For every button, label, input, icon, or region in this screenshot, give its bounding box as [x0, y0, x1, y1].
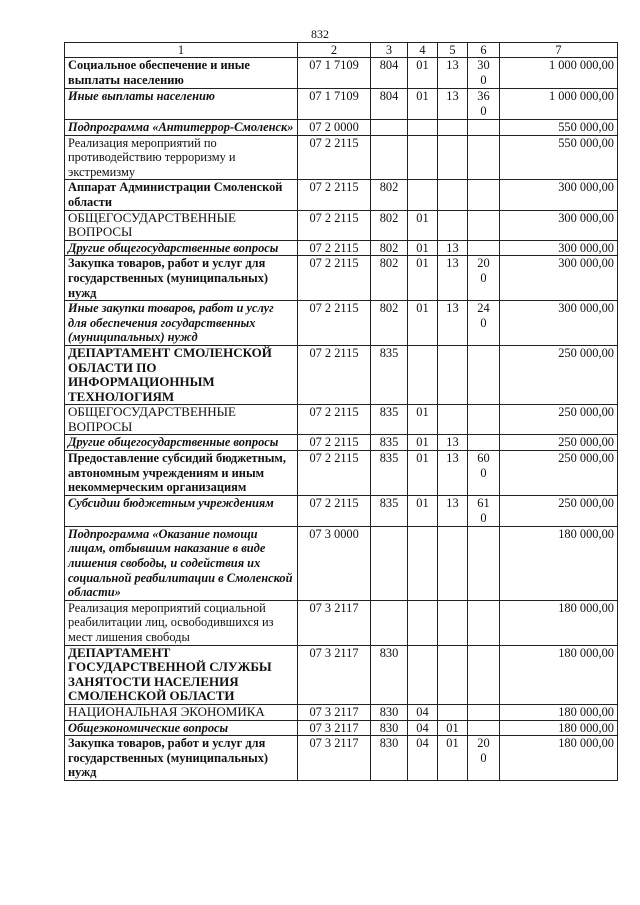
expense-type-code: 300 — [477, 58, 490, 87]
header-col-3: 3 — [371, 43, 408, 58]
row-section: 04 — [408, 736, 438, 781]
row-subsection — [438, 345, 468, 404]
row-ministry-code: 835 — [371, 345, 408, 404]
row-target-article: 07 2 2115 — [298, 435, 371, 451]
budget-table — [64, 42, 618, 781]
table-row — [65, 58, 618, 89]
row-section — [408, 645, 438, 704]
row-name: Аппарат Администрации Смоленской области — [65, 180, 298, 210]
row-section — [408, 600, 438, 645]
row-subsection: 13 — [438, 451, 468, 496]
row-target-article: 07 2 2115 — [298, 210, 371, 240]
row-target-article: 07 3 2117 — [298, 600, 371, 645]
row-ministry-code — [371, 120, 408, 136]
row-section — [408, 180, 438, 210]
row-expense-type — [468, 736, 500, 781]
row-section: 01 — [408, 495, 438, 526]
row-section: 01 — [408, 405, 438, 435]
row-ministry-code: 802 — [371, 301, 408, 346]
table-row — [65, 495, 618, 526]
row-name: Социальное обеспечение и иные выплаты населению — [65, 58, 298, 89]
header-col-7: 7 — [500, 43, 618, 58]
row-ministry-code: 802 — [371, 180, 408, 210]
row-name: ДЕПАРТАМЕНТ СМОЛЕНСКОЙ ОБЛАСТИ ПО ИНФОРМАЦИОННЫМ ТЕХНОЛОГИЯМ — [65, 345, 298, 404]
table-row — [65, 405, 618, 435]
row-amount: 250 000,00 — [500, 495, 618, 526]
row-target-article: 07 3 2117 — [298, 645, 371, 704]
row-subsection: 13 — [438, 89, 468, 120]
row-subsection — [438, 120, 468, 136]
row-name: Другие общегосударственные вопросы — [65, 240, 298, 256]
table-row — [65, 736, 618, 781]
row-section: 01 — [408, 301, 438, 346]
row-ministry-code: 835 — [371, 405, 408, 435]
row-subsection — [438, 405, 468, 435]
row-target-article: 07 1 7109 — [298, 58, 371, 89]
row-name: Закупка товаров, работ и услуг для государственных (муниципальных) нужд — [65, 736, 298, 781]
table-row — [65, 345, 618, 404]
row-target-article: 07 2 2115 — [298, 301, 371, 346]
row-target-article: 07 2 2115 — [298, 135, 371, 180]
table-body — [65, 58, 618, 781]
row-name: Подпрограмма «Оказание помощи лицам, отбывшим наказание в виде лишения свободы, и содействия их социальной реабилитации в Смоленской области» — [65, 526, 298, 600]
row-amount: 250 000,00 — [500, 435, 618, 451]
row-target-article: 07 2 2115 — [298, 240, 371, 256]
row-subsection — [438, 600, 468, 645]
row-expense-type — [468, 405, 500, 435]
row-name: Иные выплаты населению — [65, 89, 298, 120]
row-section — [408, 120, 438, 136]
row-target-article: 07 2 2115 — [298, 256, 371, 301]
header-col-5: 5 — [438, 43, 468, 58]
row-target-article: 07 3 2117 — [298, 704, 371, 720]
row-ministry-code: 802 — [371, 256, 408, 301]
row-target-article: 07 3 0000 — [298, 526, 371, 600]
row-ministry-code — [371, 526, 408, 600]
table-row — [65, 180, 618, 210]
row-amount: 250 000,00 — [500, 451, 618, 496]
row-name: ДЕПАРТАМЕНТ ГОСУДАРСТВЕННОЙ СЛУЖБЫ ЗАНЯТОСТИ НАСЕЛЕНИЯ СМОЛЕНСКОЙ ОБЛАСТИ — [65, 645, 298, 704]
row-ministry-code: 835 — [371, 495, 408, 526]
row-subsection: 13 — [438, 256, 468, 301]
row-subsection — [438, 180, 468, 210]
row-target-article: 07 2 2115 — [298, 451, 371, 496]
row-section: 04 — [408, 704, 438, 720]
row-ministry-code — [371, 135, 408, 180]
row-amount: 300 000,00 — [500, 256, 618, 301]
row-subsection — [438, 526, 468, 600]
row-target-article: 07 2 0000 — [298, 120, 371, 136]
row-name: Субсидии бюджетным учреждениям — [65, 495, 298, 526]
row-expense-type — [468, 135, 500, 180]
expense-type-code: 200 — [477, 736, 490, 766]
row-expense-type — [468, 256, 500, 301]
row-subsection: 13 — [438, 495, 468, 526]
row-amount: 1 000 000,00 — [500, 58, 618, 89]
row-ministry-code — [371, 600, 408, 645]
row-amount: 300 000,00 — [500, 240, 618, 256]
row-section: 01 — [408, 451, 438, 496]
row-section — [408, 135, 438, 180]
row-section: 01 — [408, 58, 438, 89]
table-row — [65, 451, 618, 496]
row-section: 01 — [408, 89, 438, 120]
row-target-article: 07 1 7109 — [298, 89, 371, 120]
table-row — [65, 600, 618, 645]
row-amount: 300 000,00 — [500, 210, 618, 240]
row-target-article: 07 2 2115 — [298, 180, 371, 210]
row-amount: 300 000,00 — [500, 180, 618, 210]
row-target-article: 07 2 2115 — [298, 345, 371, 404]
row-target-article: 07 2 2115 — [298, 495, 371, 526]
row-name: Другие общегосударственные вопросы — [65, 435, 298, 451]
table-row — [65, 135, 618, 180]
expense-type-code: 200 — [477, 256, 490, 286]
expense-type-code: 600 — [477, 451, 490, 481]
table-row — [65, 240, 618, 256]
row-expense-type — [468, 435, 500, 451]
row-subsection: 13 — [438, 435, 468, 451]
row-name: Иные закупки товаров, работ и услуг для обеспечения государственных (муниципальных) нужд — [65, 301, 298, 346]
row-section: 01 — [408, 240, 438, 256]
table-row — [65, 89, 618, 120]
row-ministry-code: 804 — [371, 58, 408, 89]
row-name: Подпрограмма «Антитеррор-Смоленск» — [65, 120, 298, 136]
row-expense-type — [468, 58, 500, 89]
row-amount: 180 000,00 — [500, 526, 618, 600]
row-amount: 180 000,00 — [500, 720, 618, 736]
row-name: Предоставление субсидий бюджетным, автономным учреждениям и иным некоммерческим организациям — [65, 451, 298, 496]
row-ministry-code: 804 — [371, 89, 408, 120]
row-amount: 1 000 000,00 — [500, 89, 618, 120]
row-name: Общеэкономические вопросы — [65, 720, 298, 736]
row-amount: 250 000,00 — [500, 405, 618, 435]
table-row — [65, 301, 618, 346]
table-row — [65, 526, 618, 600]
row-name: ОБЩЕГОСУДАРСТВЕННЫЕ ВОПРОСЫ — [65, 210, 298, 240]
row-expense-type — [468, 345, 500, 404]
row-subsection — [438, 135, 468, 180]
row-amount: 550 000,00 — [500, 120, 618, 136]
header-col-2: 2 — [298, 43, 371, 58]
table-header-row — [65, 43, 618, 58]
table-row — [65, 645, 618, 704]
row-expense-type — [468, 600, 500, 645]
row-name: Реализация мероприятий социальной реабилитации лиц, освободившихся из мест лишения свободы — [65, 600, 298, 645]
row-ministry-code: 802 — [371, 240, 408, 256]
row-ministry-code: 830 — [371, 720, 408, 736]
row-section: 04 — [408, 720, 438, 736]
table-row — [65, 720, 618, 736]
row-amount: 300 000,00 — [500, 301, 618, 346]
row-expense-type — [468, 451, 500, 496]
page-number: 832 — [311, 27, 329, 41]
row-amount: 180 000,00 — [500, 645, 618, 704]
row-ministry-code: 835 — [371, 451, 408, 496]
row-subsection: 13 — [438, 240, 468, 256]
row-amount: 180 000,00 — [500, 704, 618, 720]
row-amount: 250 000,00 — [500, 345, 618, 404]
row-section — [408, 526, 438, 600]
table-row — [65, 210, 618, 240]
row-target-article: 07 3 2117 — [298, 720, 371, 736]
row-name: Закупка товаров, работ и услуг для государственных (муниципальных) нужд — [65, 256, 298, 301]
row-expense-type — [468, 495, 500, 526]
row-expense-type — [468, 301, 500, 346]
header-col-6: 6 — [468, 43, 500, 58]
row-expense-type — [468, 704, 500, 720]
expense-type-code: 360 — [477, 89, 490, 118]
table-row — [65, 256, 618, 301]
row-amount: 180 000,00 — [500, 600, 618, 645]
table-row — [65, 120, 618, 136]
row-ministry-code: 802 — [371, 210, 408, 240]
table-row — [65, 435, 618, 451]
row-section — [408, 345, 438, 404]
row-expense-type — [468, 210, 500, 240]
row-ministry-code: 830 — [371, 704, 408, 720]
expense-type-code: 610 — [477, 495, 490, 525]
row-section: 01 — [408, 256, 438, 301]
row-subsection — [438, 704, 468, 720]
row-name: ОБЩЕГОСУДАРСТВЕННЫЕ ВОПРОСЫ — [65, 405, 298, 435]
row-expense-type — [468, 645, 500, 704]
row-name: НАЦИОНАЛЬНАЯ ЭКОНОМИКА — [65, 704, 298, 720]
row-amount: 550 000,00 — [500, 135, 618, 180]
row-amount: 180 000,00 — [500, 736, 618, 781]
row-expense-type — [468, 180, 500, 210]
row-target-article: 07 2 2115 — [298, 405, 371, 435]
row-ministry-code: 830 — [371, 736, 408, 781]
header-col-4: 4 — [408, 43, 438, 58]
row-ministry-code: 830 — [371, 645, 408, 704]
row-subsection: 13 — [438, 58, 468, 89]
row-subsection: 13 — [438, 301, 468, 346]
row-section: 01 — [408, 210, 438, 240]
row-ministry-code: 835 — [371, 435, 408, 451]
row-name: Реализация мероприятий по противодействию терроризму и экстремизму — [65, 135, 298, 180]
row-subsection — [438, 210, 468, 240]
table-row — [65, 704, 618, 720]
row-subsection — [438, 645, 468, 704]
row-expense-type — [468, 120, 500, 136]
header-col-1: 1 — [65, 43, 298, 58]
row-subsection: 01 — [438, 736, 468, 781]
row-expense-type — [468, 720, 500, 736]
row-subsection: 01 — [438, 720, 468, 736]
row-section: 01 — [408, 435, 438, 451]
row-target-article: 07 3 2117 — [298, 736, 371, 781]
expense-type-code: 240 — [477, 301, 490, 331]
row-expense-type — [468, 526, 500, 600]
row-expense-type — [468, 89, 500, 120]
row-expense-type — [468, 240, 500, 256]
